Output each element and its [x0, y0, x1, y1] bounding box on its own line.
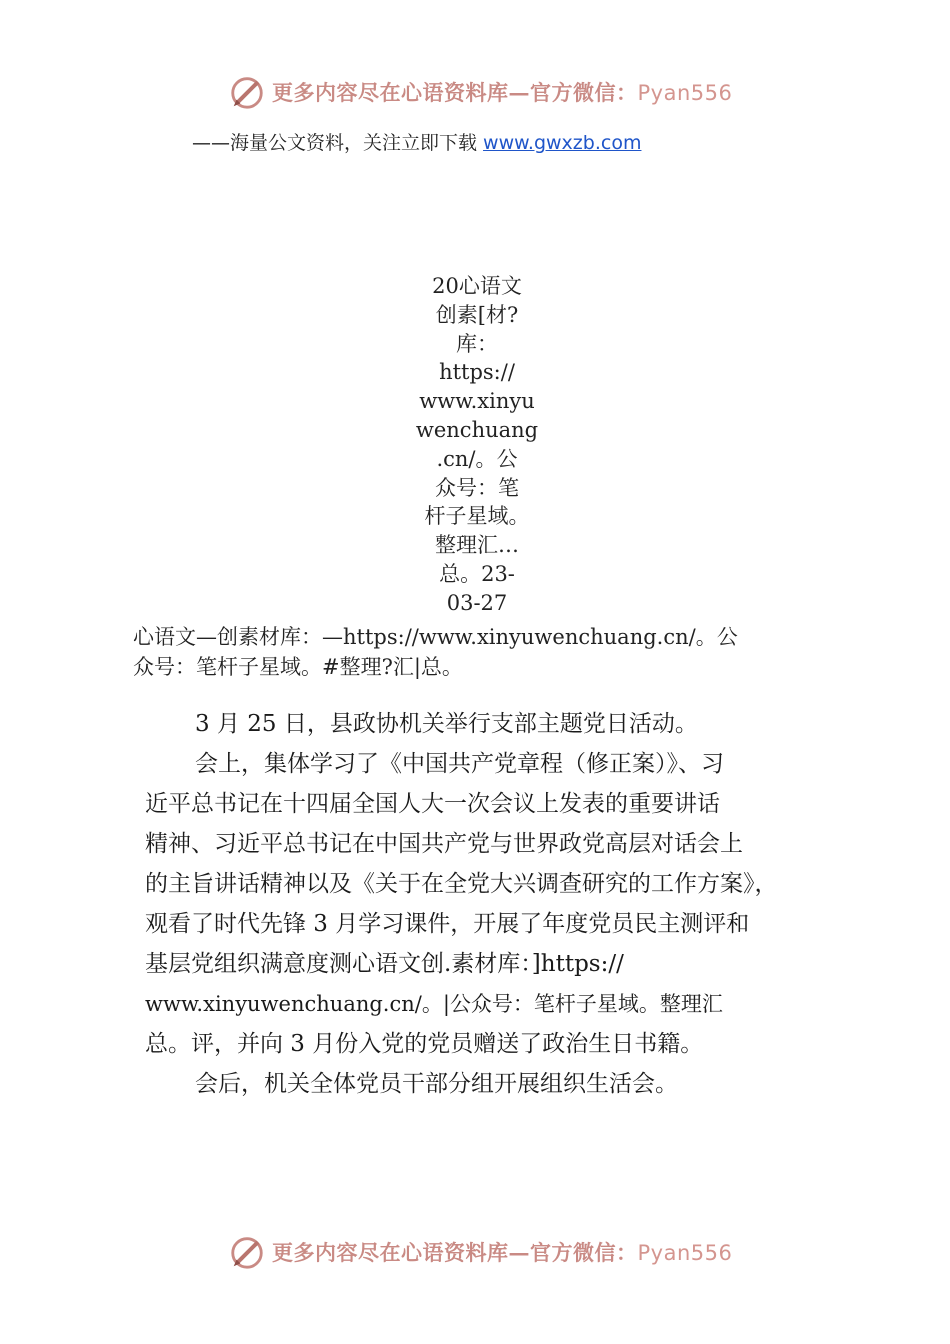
pen-logo-icon	[228, 1233, 266, 1271]
stamp-line: 众号：笔	[435, 475, 519, 500]
stamp-line: 创素[材?	[435, 302, 519, 327]
paragraph-2-line: 基层党组织满意度测心语文创.素材库：]https://	[145, 951, 624, 977]
header-line-1: 心语文—创素材库：—https://www.xinyuwenchuang.cn/。公	[133, 625, 738, 649]
wechat-id: Pyan556	[637, 81, 733, 105]
banner-text: 更多内容尽在心语资料库—官方微信：Pyan556	[272, 80, 733, 105]
paragraph-1: 3 月 25 日，县政协机关举行支部主题党日活动。	[195, 711, 698, 737]
header-banner	[228, 72, 748, 112]
stamp-line: 整理汇…	[435, 533, 519, 558]
stamp-line: 03-27	[446, 590, 508, 615]
paragraph-2-line: 精神、习近平总书记在中国共产党与世界政党高层对话会上	[145, 831, 743, 857]
document-header	[133, 622, 833, 682]
paragraph-2-line: 总。评，并向 3 月份入党的党员赠送了政治生日书籍。	[145, 1031, 704, 1057]
pen-logo-icon	[228, 73, 266, 111]
wechat-id: Pyan556	[637, 1241, 733, 1265]
stamp-line: www.xinyu	[419, 389, 535, 414]
paragraph-2-line: www.xinyuwenchuang.cn/。|公众号：笔杆子星域。整理汇	[145, 992, 723, 1016]
promo-line	[192, 128, 641, 155]
paragraph-2-line: 的主旨讲话精神以及《关于在全党大兴调查研究的工作方案》，	[145, 871, 778, 897]
stamp-line: 库：	[456, 331, 498, 356]
header-line-2: 众号：笔杆子星域。#整理?汇|总。	[133, 655, 463, 679]
stamp-line: 总。23-	[439, 561, 515, 586]
stamp-line: 杆子星域。	[424, 504, 530, 529]
watermark-stamp	[412, 272, 542, 618]
stamp-line: https://	[439, 360, 515, 385]
promo-link[interactable]: www.gwxzb.com	[483, 132, 642, 154]
footer-banner	[228, 1232, 748, 1272]
banner-text: 更多内容尽在心语资料库—官方微信：Pyan556	[272, 1240, 733, 1265]
paragraph-2-line: 观看了时代先锋 3 月学习课件，开展了年度党员民主测评和	[145, 911, 750, 937]
stamp-line: .cn/。公	[436, 446, 518, 471]
stamp-line: wenchuang	[415, 417, 539, 442]
paragraph-2-line: 会上，集体学习了《中国共产党章程（修正案）》、习	[195, 751, 724, 777]
stamp-line: 20心语文	[432, 274, 522, 298]
document-body	[145, 704, 825, 1104]
paragraph-2-line: 近平总书记在十四届全国人大一次会议上发表的重要讲话	[145, 791, 720, 817]
paragraph-3: 会后，机关全体党员干部分组开展组织生活会。	[195, 1071, 678, 1097]
promo-text: ——海量公文资料，关注立即下载	[192, 132, 484, 154]
